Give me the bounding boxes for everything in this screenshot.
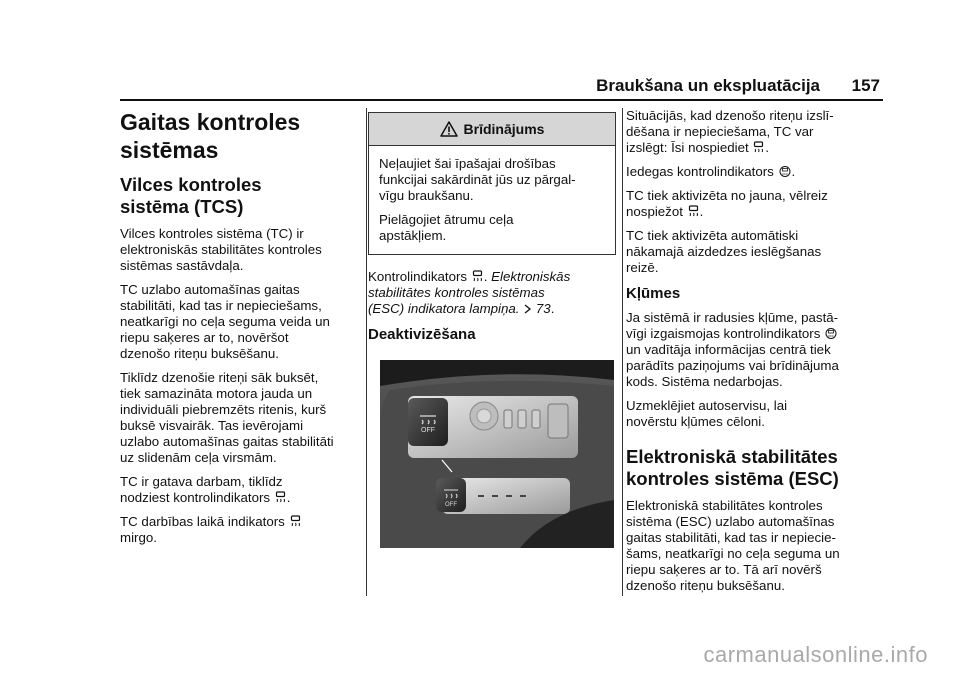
warning-paragraph-2: Pielāgojiet ātrumu ceļa apstākļiem. [379,212,514,243]
paragraph-service: Uzmeklējiet autoservisu, lai novērstu kļūmes cēloni. [626,398,788,429]
section-heading-driving-controls: Gaitas kontroles sistēmas [120,109,301,163]
column-3 [626,108,882,602]
heading-faults: Kļūmes [626,285,681,302]
skid-car-icon [472,270,483,283]
svg-text:OFF: OFF [781,172,788,176]
paragraph-esc-intro: Elektroniskā stabilitātes kontroles sistēma (ESC) uzlabo automašīnas gaitas stabilitāti, kad tas ir nepiecie- šams, neatkarīgi no ceļa seguma un riepu saķeres ar to. Tā arī novērš dzenošo riteņu buksēšanu. [626,498,840,593]
page-reference-link[interactable]: 73 [523,301,551,316]
column-1 [120,108,358,554]
skid-car-icon [753,141,764,154]
skid-car-icon [275,491,286,504]
skid-car-icon [688,205,699,218]
paragraph-tc-purpose: TC uzlabo automašīnas gaitas stabilitāti, kad tas ir nepieciešams, neatkarīgi no ceļa seguma veida un riepu saķeres ar to, novēršot dzenošo riteņu buksēšanu. [120,282,330,361]
tc-off-button-upper[interactable] [408,398,448,446]
warning-title: Brīdinājums [463,121,545,137]
warning-box [368,112,616,255]
paragraph-tc-auto: TC tiek aktivizēta automātiski nākamajā aizdedzes ieslēgšanas reizē. [626,228,822,275]
paragraph-indicator-reference: Kontrolindikators . Elektroniskās stabilitātes kontroles sistēmas (ESC) indikatora lampiņa. 73. [368,269,571,316]
heading-deactivation: Deaktivizēšana [368,326,476,343]
paragraph-tc-blink: TC darbības laikā indikators mirgo. [120,514,358,546]
console-buttons-photo [380,360,614,548]
skid-car-icon [290,515,301,528]
warning-paragraph-1: Neļaujiet šai īpašajai drošības funkcijai sakārdināt jūs uz pārgal- vīgu braukšanu. [379,156,576,203]
paragraph-indicator-on: Iedegas kontrolindikators OFF . [626,164,796,179]
subsection-heading-esc: Elektroniskā stabilitātes kontroles sistēma (ESC) [626,446,839,489]
column-divider-right [622,108,623,596]
header-rule [120,99,883,101]
warning-triangle-icon [440,121,458,137]
paragraph-tc-intro: Vilces kontroles sistēma (TC) ir elektroniskās stabilitātes kontroles sistēmas sastāvdaļa. [120,226,322,273]
column-2 [368,108,616,351]
paragraph-faults: Ja sistēmā ir radusies kļūme, pastā- vīgi izgaismojas kontrolindikators OFF un vadītāja informācijas centrā tiek parādīts paziņojums vai brīdinājuma kods. Sistēma nedarbojas. [626,310,839,389]
running-header-title: Braukšana un ekspluatācija [596,76,820,95]
tc-off-indicator-icon [825,327,837,340]
page-reference-arrow-icon [523,304,532,314]
paragraph-tc-disable: Situācijās, kad dzenošo riteņu izslī- dēšana ir nepieciešama, TC var izslēgt: Īsi nospiediet . [626,108,834,155]
column-divider-left [366,108,367,596]
warning-body [369,146,615,254]
subsection-heading-tcs: Vilces kontroles sistēma (TCS) [120,174,262,217]
svg-text:OFF: OFF [828,334,835,338]
paragraph-tc-ready: TC ir gatava darbam, tiklīdz nodziest kontrolindikators . [120,474,291,505]
paragraph-tc-operation: Tiklīdz dzenošie riteņi sāk buksēt, tiek samazināta motora jauda un individuāli piebremzēts ritenis, kurš buksē visvairāk. Tas ievērojami uzlabo automašīnas gaitas stabilitāti uz slidenām ceļa virsmām. [120,370,334,465]
svg-text:OFF: OFF [421,427,435,434]
warning-header [369,113,615,146]
page-number: 157 [851,76,880,95]
watermark: carmanualsonline.info [703,642,928,667]
console-illustration [380,360,614,548]
tc-off-indicator-icon [779,165,791,178]
paragraph-tc-reactivate: TC tiek aktivizēta no jauna, vēlreiz nospiežot . [626,188,828,219]
svg-text:OFF: OFF [445,502,457,508]
